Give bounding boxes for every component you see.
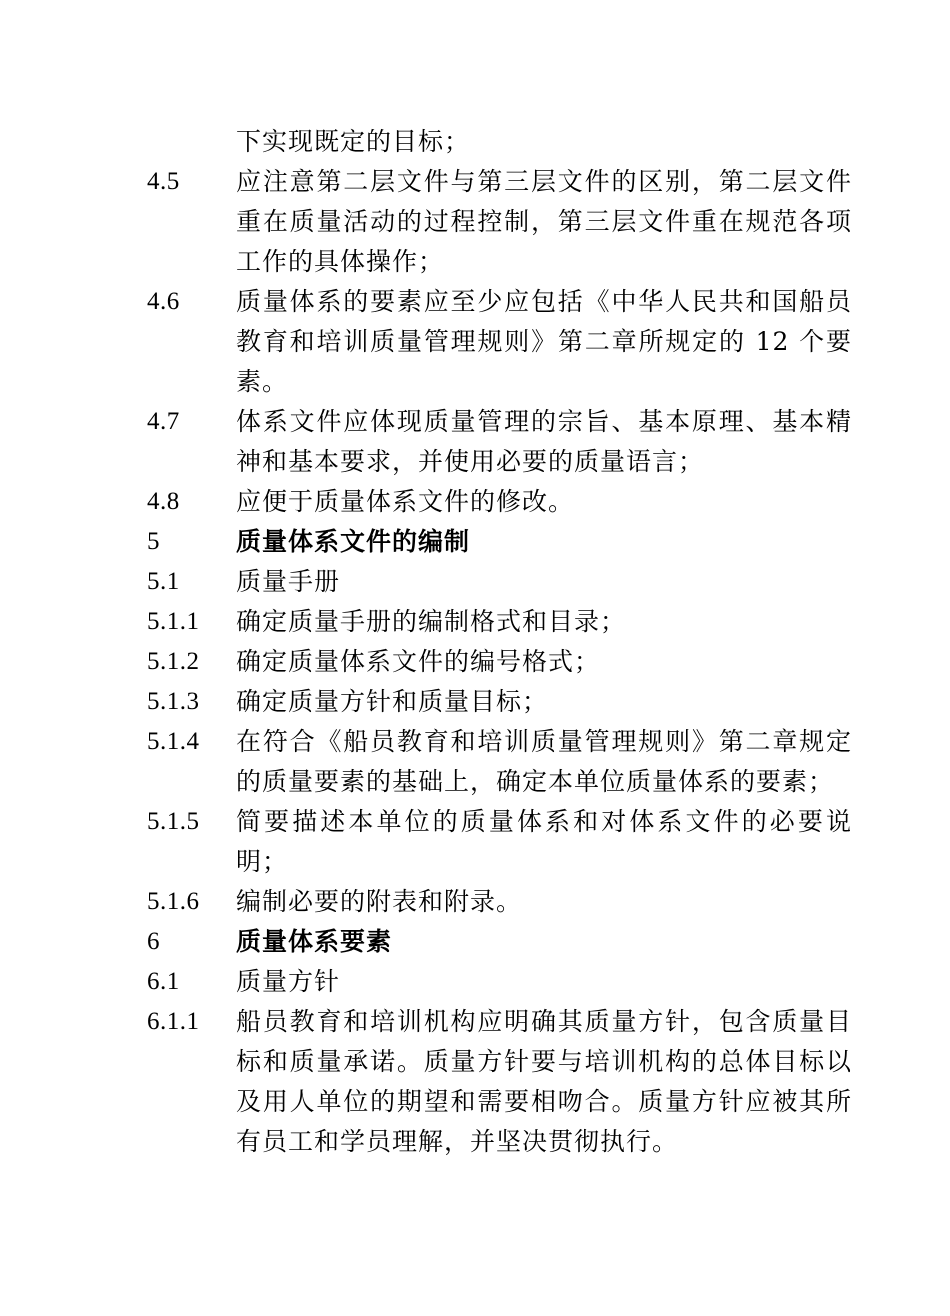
document-body	[147, 122, 852, 1162]
clause-5-1-3	[147, 682, 852, 722]
clause-text: 应便于质量体系文件的修改。	[236, 487, 575, 516]
clause-number: 5.1.6	[147, 888, 200, 915]
clause-number: 5.1.4	[147, 728, 200, 755]
clause-4-5	[147, 162, 852, 282]
clause-text: 编制必要的附表和附录。	[236, 887, 523, 916]
clause-5-1-4	[147, 722, 852, 802]
clause-text: 在符合《船员教育和培训质量管理规则》第二章规定的质量要素的基础上，确定本单位质量体系的要素；	[236, 727, 852, 796]
clause-number: 5.1	[147, 568, 180, 595]
continuation-line	[147, 122, 852, 162]
clause-text: 应注意第二层文件与第三层文件的区别，第二层文件重在质量活动的过程控制，第三层文件重在规范各项工作的具体操作；	[236, 167, 852, 276]
clause-text: 质量体系的要素应至少应包括《中华人民共和国船员教育和培训质量管理规则》第二章所规定的 12 个要素。	[236, 287, 852, 396]
clause-text: 质量手册	[236, 567, 341, 596]
clause-5-1-2	[147, 642, 852, 682]
clause-text: 确定质量方针和质量目标；	[236, 687, 549, 716]
clause-number: 5.1.3	[147, 688, 200, 715]
clause-5-1-5	[147, 802, 852, 882]
clause-4-8	[147, 482, 852, 522]
clause-number: 6.1	[147, 968, 180, 995]
clause-number: 5.1.1	[147, 608, 200, 635]
section-title: 质量体系要素	[236, 927, 393, 956]
clause-number: 4.6	[147, 288, 180, 315]
clause-number: 5.1.2	[147, 648, 200, 675]
clause-number: 6.1.1	[147, 1008, 200, 1035]
clause-6-1-1	[147, 1002, 852, 1162]
clause-number: 5.1.5	[147, 808, 200, 835]
clause-4-6	[147, 282, 852, 402]
section-5-heading	[147, 522, 852, 562]
clause-text: 船员教育和培训机构应明确其质量方针，包含质量目标和质量承诺。质量方针要与培训机构的总体目标以及用人单位的期望和需要相吻合。质量方针应被其所有员工和学员理解，并坚决贯彻执行。	[236, 1007, 852, 1156]
clause-5-1-6	[147, 882, 852, 922]
clause-number: 4.8	[147, 488, 180, 515]
clause-5-1-1	[147, 602, 852, 642]
clause-6-1	[147, 962, 852, 1002]
clause-4-7	[147, 402, 852, 482]
clause-text: 体系文件应体现质量管理的宗旨、基本原理、基本精神和基本要求，并使用必要的质量语言；	[236, 407, 852, 476]
section-number: 6	[147, 928, 160, 955]
clause-text: 确定质量体系文件的编号格式；	[236, 647, 601, 676]
clause-number: 4.7	[147, 408, 180, 435]
section-number: 5	[147, 528, 160, 555]
clause-text: 确定质量手册的编制格式和目录；	[236, 607, 627, 636]
section-title: 质量体系文件的编制	[236, 527, 471, 556]
clause-text: 简要描述本单位的质量体系和对体系文件的必要说明；	[236, 807, 852, 876]
clause-number: 4.5	[147, 168, 180, 195]
clause-text: 质量方针	[236, 967, 341, 996]
clause-5-1	[147, 562, 852, 602]
continuation-text: 下实现既定的目标；	[236, 127, 471, 156]
section-6-heading	[147, 922, 852, 962]
